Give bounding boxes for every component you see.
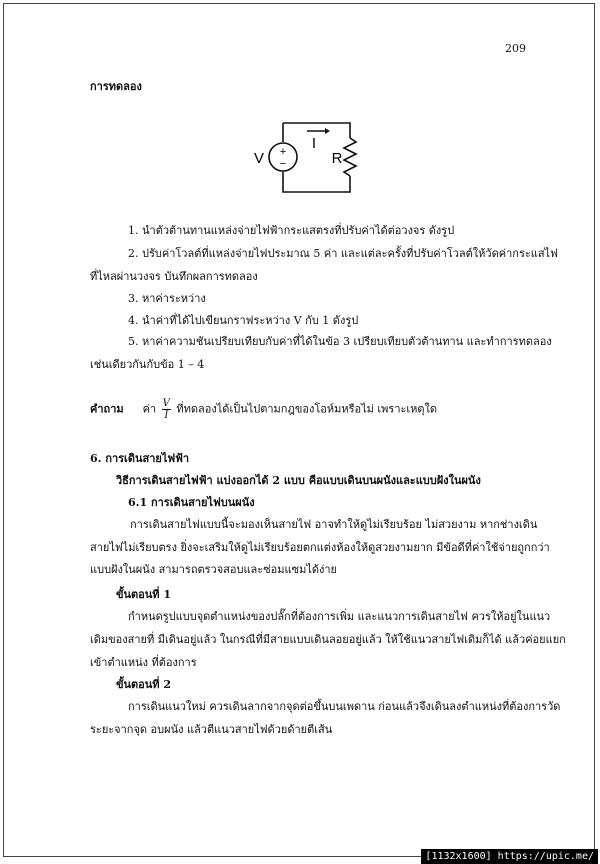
step-2-cont: ที่ไหลผ่านวงจร บันทึกผลการทดลอง xyxy=(90,270,258,283)
step2-line-2: ระยะจากจุด อบผนัง แล้วตีแนวสายไฟด้วยด้ายตีเส้น xyxy=(90,723,333,736)
fraction-denominator: I xyxy=(164,410,169,421)
para1-line-1: การเดินสายไฟแบบนี้จะมองเห็นสายไฟ อาจทำให้ดูไม่เรียบร้อย ไม่สวยงาม หากช่างเดิน xyxy=(130,518,538,531)
step-1: 1. นำตัวต้านทานแหล่งจ่ายไฟฟ้ากระแสตรงที่ปรับค่าได้ต่อวงจร ดังรูป xyxy=(128,224,455,237)
step1-line-3: เข้าตำแหน่ง ที่ต้องการ xyxy=(90,656,197,669)
question-label: คำถาม xyxy=(90,402,124,416)
para1-line-2: สายไฟไม่เรียบตรง ยิ่งจะเสริมให้ดูไม่เรียบร้อยตกแต่งห้องให้ดูสวยงามยาก มีข้อดีที่ค่าใช้จ่ายถูกกว่า xyxy=(90,541,550,554)
question-line xyxy=(90,398,437,421)
wiring-heading: 6. การเดินสายไฟฟ้า xyxy=(90,452,190,465)
fraction-numerator: V xyxy=(162,398,170,409)
step2-line-1: การเดินแนวใหม่ ควรเดินลากจากจุดต่อขึ้นบนเพดาน ก่อนแล้วจึงเดินลงตำแหน่งที่ต้องการวัด xyxy=(128,700,561,713)
step-3: 3. หาค่าระหว่าง xyxy=(128,292,206,305)
step-5: 5. หาค่าความชันเปรียบเทียบกับค่าที่ได้ในข้อ 3 เปรียบเทียบตัวต้านทาน และทำการทดลอง xyxy=(128,335,552,348)
bottom-wire xyxy=(283,172,350,192)
step2-heading: ขั้นตอนที่ 2 xyxy=(116,678,172,691)
source-label: V xyxy=(253,150,265,167)
current-label: I xyxy=(311,135,317,152)
footer-banner: [1132x1600] https://upic.me/ xyxy=(421,849,598,864)
para1-line-3: แบบฝังในผนัง สามารถตรวจสอบและซ่อมแซมได้ง่าย xyxy=(90,563,337,576)
wiring-methods: วิธีการเดินสายไฟฟ้า แบ่งออกได้ 2 แบบ คือแบบเดินบนผนังและแบบฝังในผนัง xyxy=(116,474,481,487)
current-arrow-head xyxy=(325,128,330,134)
step-5-cont: เช่นเดียวกันกับข้อ 1 – 4 xyxy=(90,358,205,371)
step-4: 4. นำค่าที่ได้ไปเขียนกราฟระหว่าง V กับ 1 ดังรูป xyxy=(128,314,359,327)
sub-heading-6-1: 6.1 การเดินสายไฟบนผนัง xyxy=(128,496,255,509)
step1-line-2: เดิมของสายที่ มีเดินอยู่แล้ว ในกรณีที่มีสายแบบเดินลอยอยู่แล้ว ให้ใช้แนวสายไฟเดิมก็ได้ แล้วค่อยแยก xyxy=(90,633,566,646)
page-number: 209 xyxy=(505,42,526,55)
plus-sign: + xyxy=(279,146,287,158)
resistor-label: R xyxy=(331,150,343,167)
question-prefix: ค่า xyxy=(142,402,157,416)
v-over-i-fraction xyxy=(162,398,171,421)
minus-sign: − xyxy=(279,158,287,170)
step1-line-1: กำหนดรูปแบบจุดตำแหน่งของปลั๊กที่ต้องการเพิ่ม และแนวการเดินสายไฟ ควรให้อยู่ในแนว xyxy=(128,610,551,623)
resistor-symbol xyxy=(344,138,356,176)
section-title: การทดลอง xyxy=(90,80,142,93)
question-suffix: ที่ทดลองได้เป็นไปตามกฎของโอห์มหรือไม่ เพราะเหตุใด xyxy=(176,402,438,416)
step1-heading: ขั้นตอนที่ 1 xyxy=(116,588,172,601)
circuit-diagram xyxy=(245,118,375,200)
step-2: 2. ปรับค่าโวลต์ที่แหล่งจ่ายไฟประมาณ 5 ค่า และแต่ละครั้งที่ปรับค่าโวลต์ให้วัดค่ากระแสไฟ xyxy=(128,247,558,260)
